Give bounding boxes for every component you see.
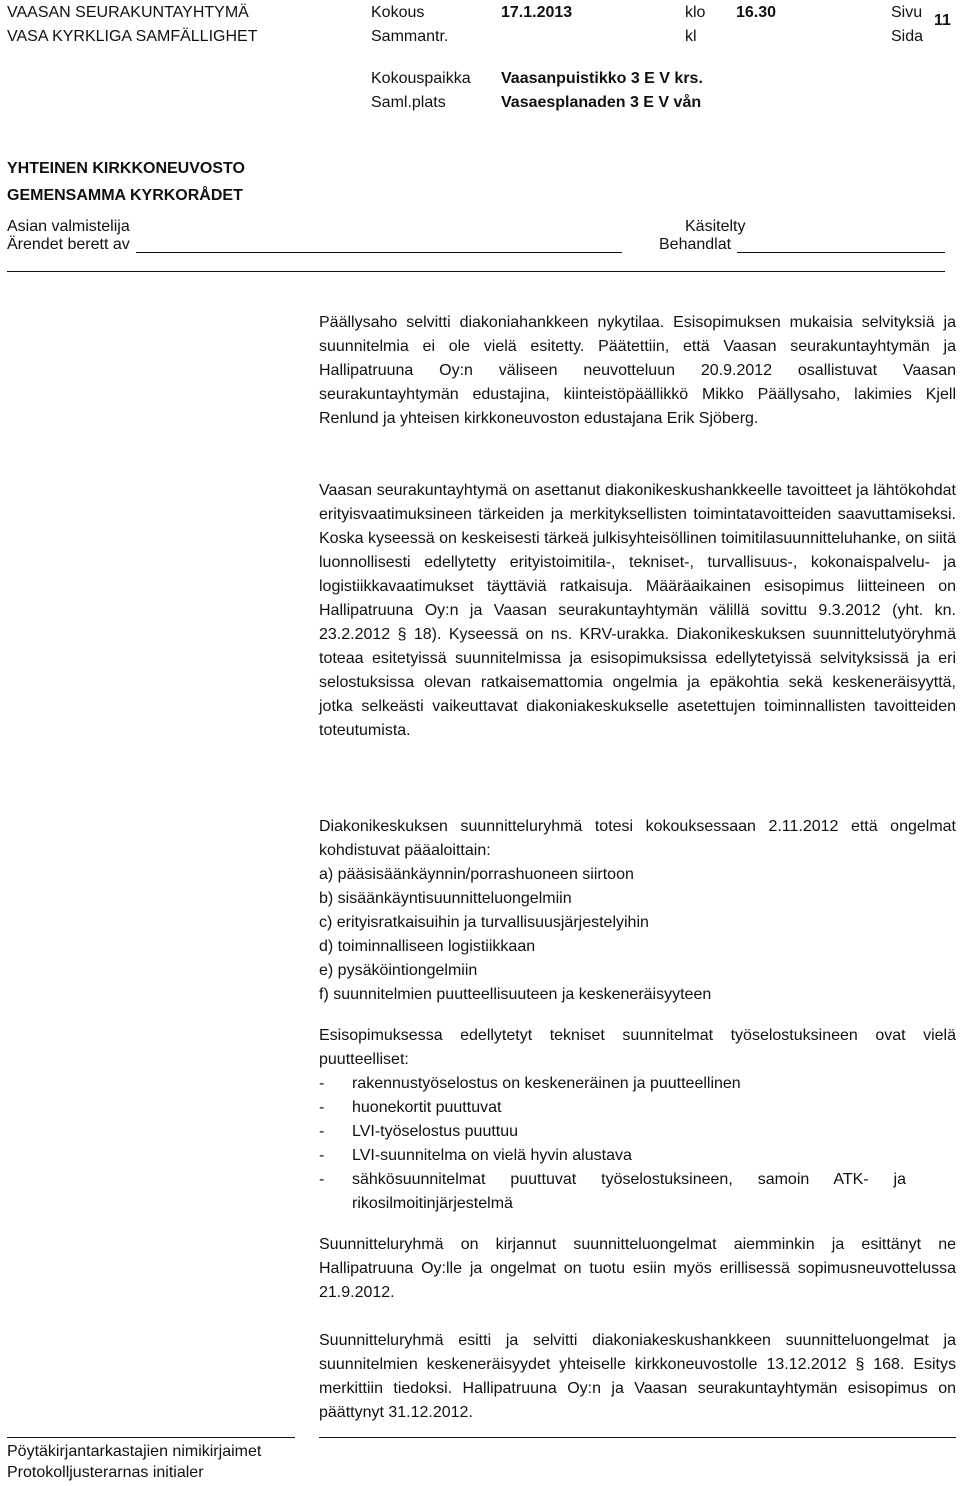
handled-signature-line bbox=[737, 252, 945, 253]
list-item bbox=[319, 1096, 956, 1120]
meeting-place-fi: Vaasanpuistikko 3 E V krs. bbox=[501, 70, 703, 87]
header-divider bbox=[7, 271, 945, 272]
paragraph-3-intro: Diakonikeskuksen suunnitteluryhmä totesi kokouksessaan 2.11.2012 että ongelmat kohdistuvat pääaloittain: bbox=[319, 818, 956, 859]
bullet-dash: - bbox=[319, 1147, 325, 1164]
footer-rule-left bbox=[7, 1437, 295, 1438]
list-item: d) toiminnalliseen logistiikkaan bbox=[319, 938, 536, 955]
meeting-label-fi: Kokous bbox=[371, 4, 425, 21]
list-item bbox=[319, 1144, 956, 1168]
page-label-fi: Sivu bbox=[891, 4, 923, 21]
missing-plans-list bbox=[319, 1072, 956, 1216]
organization-name-sv: VASA KYRKLIGA SAMFÄLLIGHET bbox=[7, 28, 258, 45]
bullet-dash: - bbox=[319, 1075, 325, 1092]
list-item-text: huonekortit puuttuvat bbox=[352, 1099, 502, 1116]
list-item bbox=[319, 1072, 956, 1096]
handled-label-fi: Käsitelty bbox=[685, 218, 746, 235]
list-item bbox=[319, 1168, 906, 1216]
meeting-place-sv: Vasaesplanaden 3 E V vån bbox=[501, 94, 702, 111]
organization-name-fi: VAASAN SEURAKUNTAYHTYMÄ bbox=[7, 4, 249, 21]
paragraph-4-intro: Esisopimuksessa edellytetyt tekniset suunnitelmat työselostuksineen ovat vielä puutteelliset: bbox=[319, 1027, 956, 1068]
council-name-sv: GEMENSAMMA KYRKORÅDET bbox=[7, 187, 243, 204]
list-item-text: LVI-työselostus puuttuu bbox=[352, 1123, 519, 1140]
list-item: c) erityisratkaisuihin ja turvallisuusjärjestelyihin bbox=[319, 914, 649, 931]
list-item: f) suunnitelmien puutteellisuuteen ja keskeneräisyyteen bbox=[319, 986, 712, 1003]
list-item: e) pysäköintiongelmiin bbox=[319, 962, 478, 979]
paragraph-1: Päällysaho selvitti diakoniahankkeen nykytilaa. Esisopimuksen mukaisia selvityksiä ja suunnitelmia ei ole vielä esitetty. Päätettiin, että Vaasan seurakuntayhtymän ja Hallipatruuna Oy:n väliseen neuvotteluun 20.9.2012 osallistuvat Vaasan seurakuntayhtymän edustajina, kiinteistöpäällikkö Mikko Päällysaho, lakimies Kjell Renlund ja yhteisen kirkkoneuvoston edustajana Erik Sjöberg. bbox=[319, 314, 956, 427]
paragraph-6: Suunnitteluryhmä esitti ja selvitti diakoniakeskushankkeen suunnitteluongelmat ja suunnitelmien keskeneräisyydet yhteiselle kirkkoneuvostolle 13.12.2012 § 168. Esitys merkittiin tiedoksi. Hallipatruuna Oy:n ja Vaasan seurakuntayhtymän esisopimus on päättynyt 31.12.2012. bbox=[319, 1332, 956, 1421]
meeting-time: 16.30 bbox=[736, 4, 777, 21]
paragraph-2: Vaasan seurakuntayhtymä on asettanut diakonikeskushankkeelle tavoitteet ja lähtökohdat erityisvaatimuksineen tärkeiden ja merkityksellisten toimintatavoitteiden saavuttamiseksi. Koska kyseessä on keskeisesti tärkeä julkisyhteisöllinen toimitilasuunnitteluhanke, on siitä luonnollisesti edellytetty erityistoimitila-, tekniset-, turvallisuus-, kokonaispalvelu- ja logistiikkavaatimukset täyttäviä ratkaisuja. Määräaikainen esisopimus liitteineen on Hallipatruuna Oy:n ja Vaasan seurakuntayhtymän välillä sovittu 9.3.2012 (yht. kn. 23.2.2012 § 18). Kyseessä on ns. KRV-urakka. Diakonikeskuksen suunnittelutyöryhmä toteaa esitetyissä suunnitelmissa ja esisopimuksissa edellytetyissä selvityksissä ja eri selostuksissa olevan ratkaisemattomia ongelmia ja epäkohtia sekä keskeneräisyyttä, jotka selkeästi vaikeuttavat diakoniakeskukselle asetettujen toiminnallisten tavoitteiden toteutumista. bbox=[319, 482, 956, 739]
problem-list bbox=[319, 863, 956, 1007]
list-item-text: LVI-suunnitelma on vielä hyvin alustava bbox=[352, 1147, 632, 1164]
list-item-text: rakennustyöselostus on keskeneräinen ja puutteellinen bbox=[352, 1075, 741, 1092]
preparer-label-fi: Asian valmistelija bbox=[7, 218, 130, 235]
footer-initials-label-fi: Pöytäkirjantarkastajien nimikirjaimet bbox=[7, 1443, 262, 1460]
place-label-fi: Kokouspaikka bbox=[371, 70, 471, 87]
bullet-dash: - bbox=[319, 1123, 325, 1140]
time-label-fi: klo bbox=[685, 4, 706, 21]
list-item: a) pääsisäänkäynnin/porrashuoneen siirtoon bbox=[319, 866, 634, 883]
council-name-fi: YHTEINEN KIRKKONEUVOSTO bbox=[7, 160, 245, 177]
page-number: 11 bbox=[934, 12, 951, 29]
meeting-label-sv: Sammantr. bbox=[371, 28, 449, 45]
bullet-dash: - bbox=[319, 1171, 325, 1188]
footer-rule-right bbox=[319, 1437, 956, 1438]
meeting-date: 17.1.2013 bbox=[501, 4, 573, 21]
list-item bbox=[319, 1120, 956, 1144]
time-label-sv: kl bbox=[685, 28, 697, 45]
paragraph-5: Suunnitteluryhmä on kirjannut suunnitteluongelmat aiemminkin ja esittänyt ne Hallipatruuna Oy:lle ja ongelmat on tuotu esiin myös erillisessä sopimusneuvottelussa 21.9.2012. bbox=[319, 1236, 956, 1301]
footer-initials-label-sv: Protokolljusterarnas initialer bbox=[7, 1464, 204, 1481]
handled-label-sv: Behandlat bbox=[659, 236, 732, 253]
list-item-text: sähkösuunnitelmat puuttuvat työselostuksineen, samoin ATK- ja rikosilmoitinjärjestelmä bbox=[352, 1171, 906, 1212]
preparer-signature-line bbox=[136, 252, 622, 253]
place-label-sv: Saml.plats bbox=[371, 94, 446, 111]
bullet-dash: - bbox=[319, 1099, 325, 1116]
page-label-sv: Sida bbox=[891, 28, 924, 45]
list-item: b) sisäänkäyntisuunnitteluongelmiin bbox=[319, 890, 572, 907]
preparer-label-sv: Ärendet berett av bbox=[7, 236, 130, 253]
